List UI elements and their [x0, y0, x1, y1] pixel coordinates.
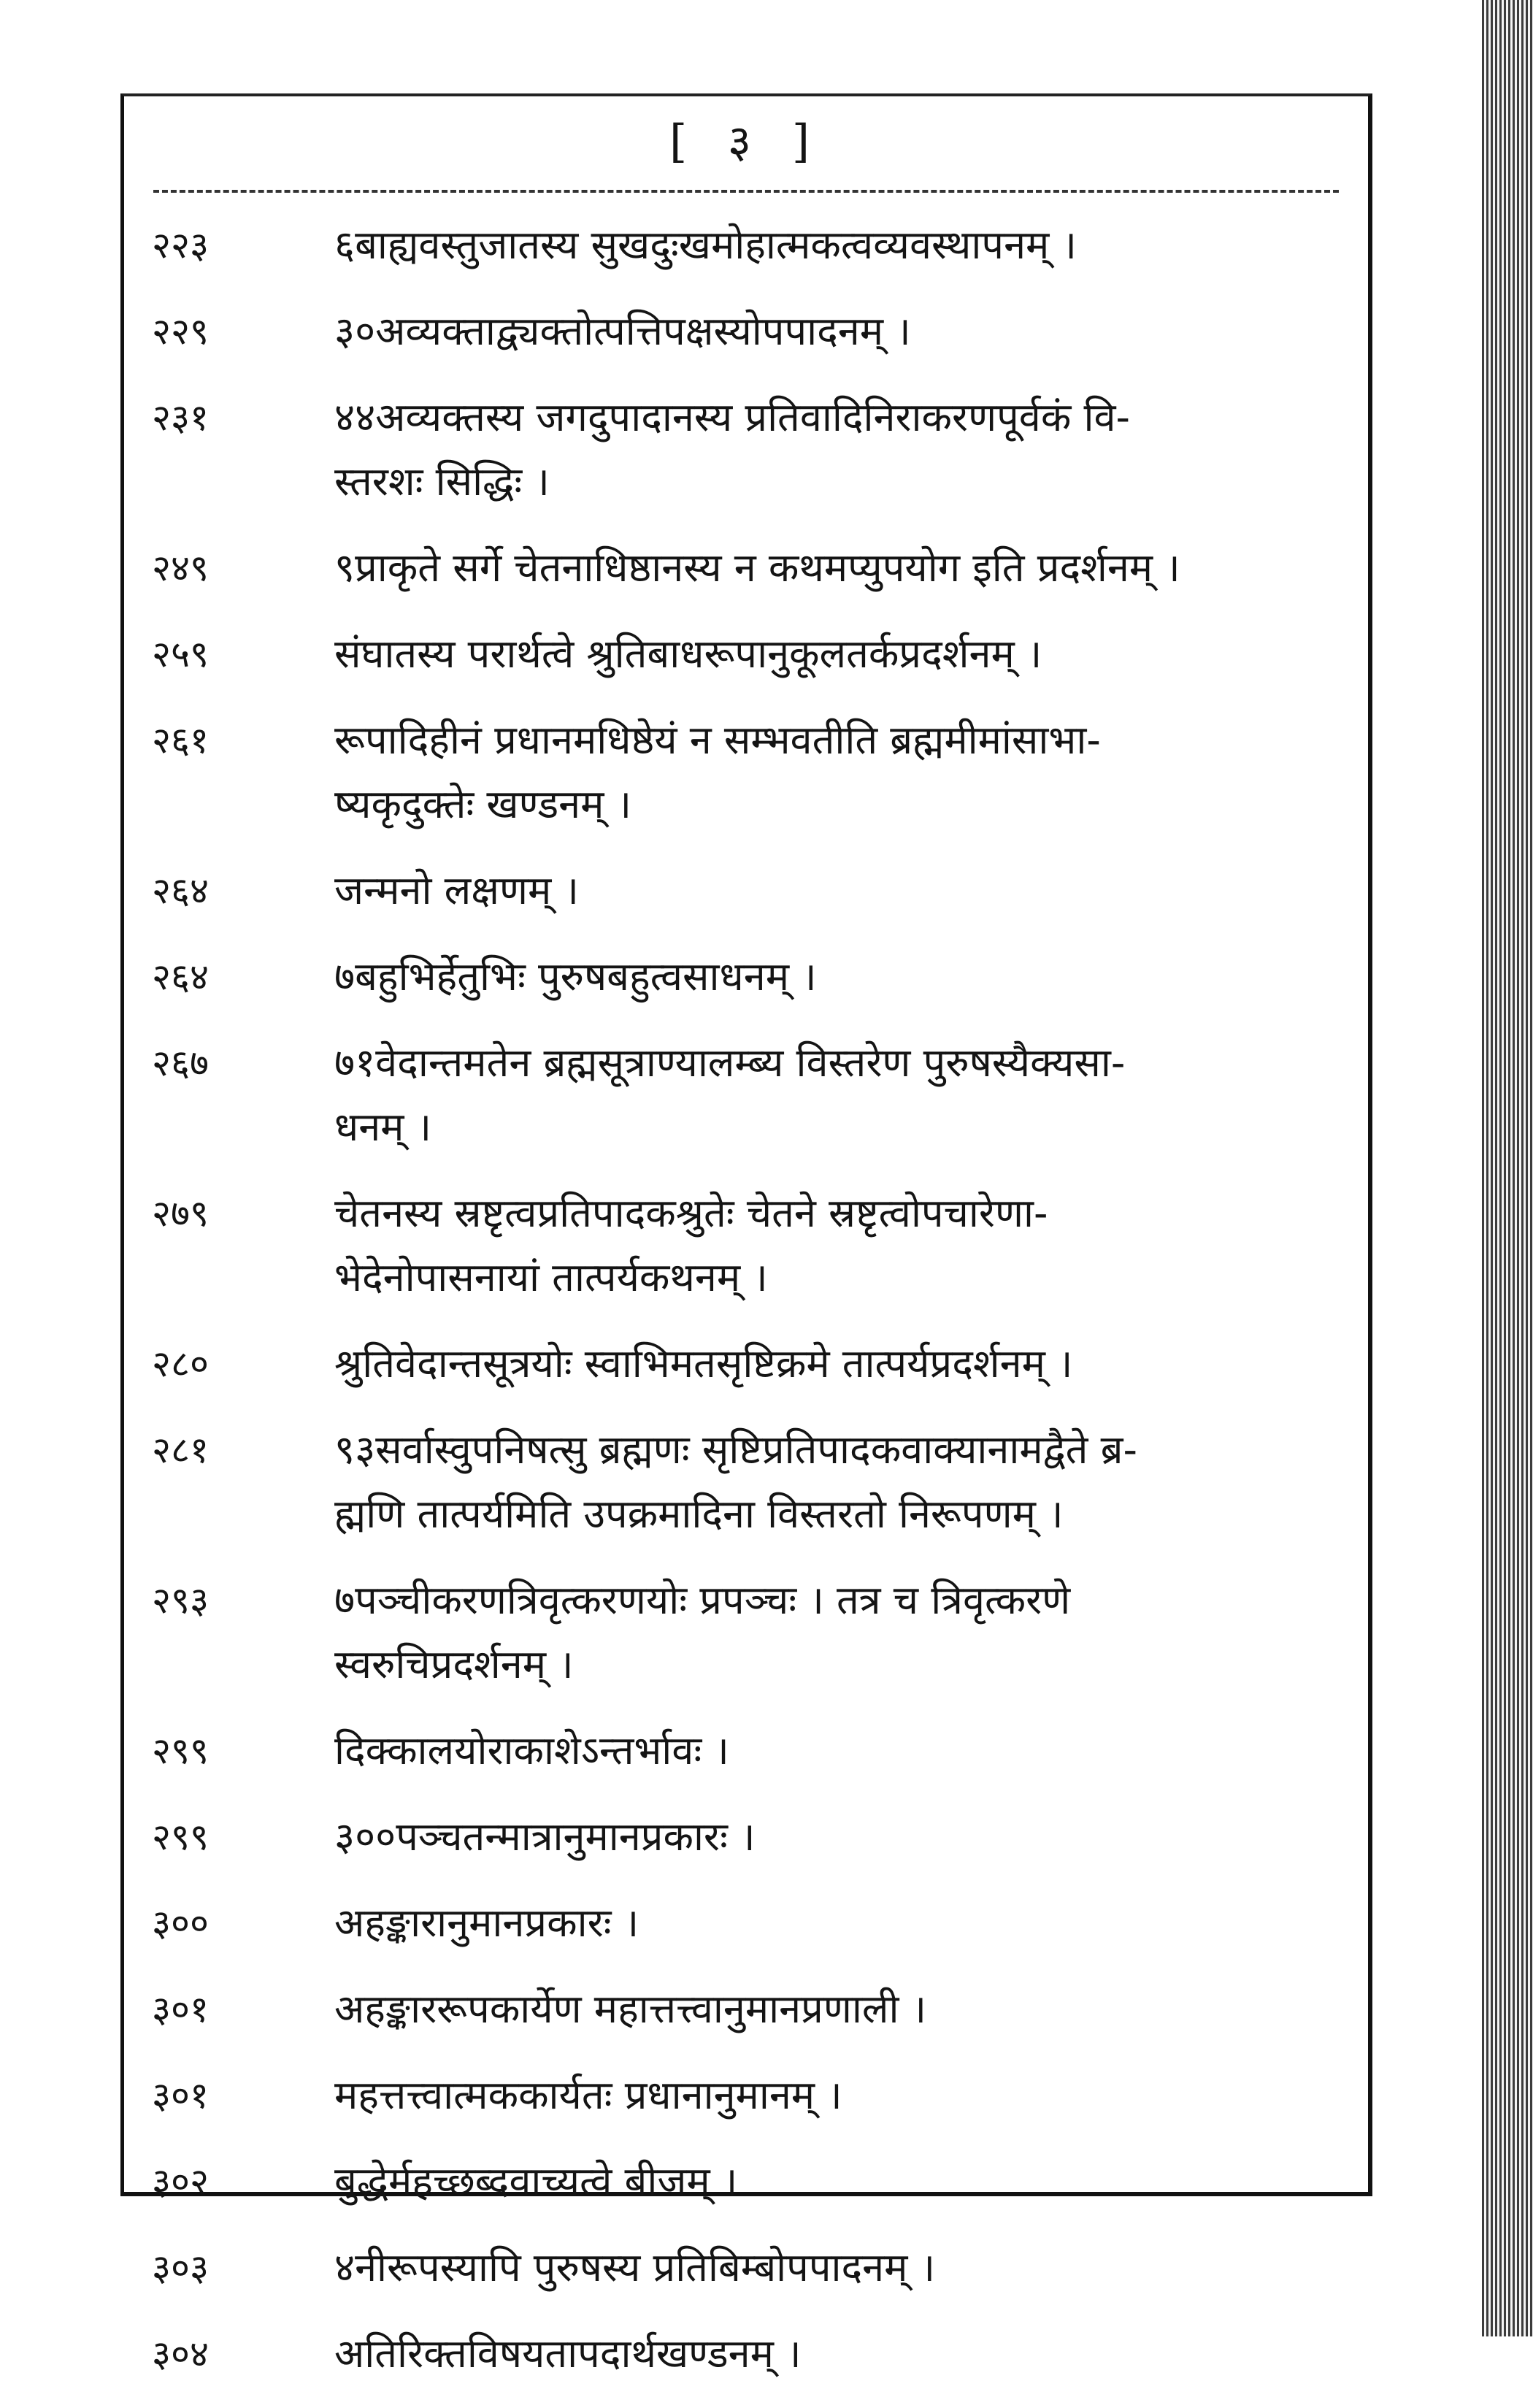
- entry-line: संघातस्य परार्थत्वे श्रुतिबाधरूपानुकूलतर्कप्रदर्शनम् ।: [334, 631, 1042, 677]
- contents-entry: [152, 1332, 1353, 1396]
- entry-line: श्रुतिवेदान्तसूत्रयोः स्वाभिमतसृष्टिक्रमे तात्पर्यप्रदर्शनम् ।: [334, 1341, 1073, 1387]
- entry-text: [294, 945, 1353, 1009]
- entry-text: [294, 1977, 1353, 2041]
- entry-text: [294, 859, 1353, 923]
- entry-page-number: २३१: [152, 396, 209, 439]
- entry-text: [294, 1805, 1353, 1869]
- contents-entry: [152, 1891, 1353, 1955]
- entry-page-number: २६४: [152, 870, 209, 912]
- entry-text: [294, 386, 1353, 514]
- entry-line: ३०अव्यक्ताद्व्यक्तोत्पत्तिपक्षस्योपपादनम् ।: [334, 308, 911, 354]
- entry-line: ३००पञ्चतन्मात्रानुमानप्रकारः ।: [334, 1814, 756, 1860]
- page-number: [ ३ ]: [669, 115, 823, 168]
- contents-entry: [152, 1181, 1353, 1310]
- contents-list: [152, 213, 1353, 2408]
- entry-line: दिक्कालयोराकाशेऽन्तर्भावः ।: [334, 1728, 729, 1774]
- entry-line-continued: भेदेनोपासनायां तात्पर्यकथनम् ।: [334, 1254, 768, 1300]
- contents-entry: [152, 945, 1353, 1009]
- entry-page-number: ३०३: [152, 2247, 209, 2289]
- entry-text: [294, 2236, 1353, 2300]
- entry-line: महत्तत्त्वात्मककार्यतः प्रधानानुमानम् ।: [334, 2072, 842, 2118]
- entry-page-number: २६४: [152, 956, 209, 998]
- contents-entry: [152, 1719, 1353, 1783]
- entry-page-number: २९९: [152, 1730, 209, 1772]
- entry-text: [294, 622, 1353, 686]
- entry-text: [294, 1181, 1353, 1310]
- entry-page-number: २९३: [152, 1579, 209, 1622]
- contents-entry: [152, 1031, 1353, 1159]
- entry-line-continued: स्वरुचिप्रदर्शनम् ।: [334, 1641, 574, 1687]
- contents-entry: [152, 1568, 1353, 1697]
- entry-page-number: ३०४: [152, 2333, 209, 2375]
- entry-line: जन्मनो लक्षणम् ।: [334, 867, 579, 913]
- entry-page-number: २९९: [152, 1816, 209, 1858]
- entry-text: [294, 299, 1353, 364]
- contents-entry: [152, 1418, 1353, 1546]
- contents-entry: [152, 299, 1353, 364]
- entry-page-number: २८०: [152, 1343, 209, 1385]
- entry-page-number: २२९: [152, 310, 209, 353]
- entry-text: [294, 1031, 1353, 1159]
- entry-page-number: २४९: [152, 547, 209, 589]
- entry-page-number: ३०१: [152, 1988, 209, 2031]
- contents-entry: [152, 2150, 1353, 2214]
- entry-text: [294, 2063, 1353, 2128]
- entry-text: [294, 1568, 1353, 1697]
- entry-line: ९३सर्वास्वुपनिषत्सु ब्रह्मणः सृष्टिप्रतिपादकवाक्यानामद्वैते ब्र-: [334, 1427, 1137, 1473]
- entry-page-number: २७९: [152, 1192, 209, 1235]
- entry-line: ७पञ्चीकरणत्रिवृत्करणयोः प्रपञ्चः । तत्र च त्रिवृत्करणे: [334, 1577, 1071, 1623]
- entry-page-number: २६७: [152, 1042, 209, 1084]
- entry-text: [294, 2322, 1353, 2386]
- entry-text: [294, 213, 1353, 277]
- entry-text: [294, 1332, 1353, 1396]
- contents-entry: [152, 1977, 1353, 2041]
- page-frame: [120, 93, 1372, 2377]
- entry-line-continued: ष्यकृदुक्तेः खण्डनम् ।: [334, 781, 632, 827]
- entry-line: ६बाह्यवस्तुजातस्य सुखदुःखमोहात्मकत्वव्यवस्थापनम् ।: [334, 222, 1077, 268]
- entry-line: रूपादिहीनं प्रधानमधिष्ठेयं न सम्भवतीति ब्रह्ममीमांसाभा-: [334, 717, 1101, 763]
- entry-page-number: २८१: [152, 1429, 209, 1471]
- entry-line: अहङ्काररूपकार्येण महात्तत्त्वानुमानप्रणाली ।: [334, 1986, 927, 2032]
- entry-line-continued: स्तरशः सिद्धिः ।: [334, 459, 550, 505]
- entry-page-number: ३००: [152, 1902, 209, 1944]
- contents-entry: [152, 622, 1353, 686]
- entry-text: [294, 1891, 1353, 1955]
- contents-entry: [152, 2063, 1353, 2128]
- header-divider: [153, 190, 1339, 193]
- entry-line: अहङ्कारानुमानप्रकारः ।: [334, 1900, 639, 1946]
- contents-entry: [152, 1805, 1353, 1869]
- entry-line: ४४अव्यक्तस्य जगदुपादानस्य प्रतिवादिनिराकरणपूर्वकं वि-: [334, 394, 1130, 440]
- entry-line-continued: धनम् ।: [334, 1104, 432, 1150]
- contents-entry: [152, 859, 1353, 923]
- entry-text: [294, 708, 1353, 837]
- entry-text: [294, 536, 1353, 600]
- contents-entry: [152, 708, 1353, 837]
- entry-line: बुद्धेर्महच्छब्दवाच्यत्वे बीजम् ।: [334, 2158, 738, 2204]
- contents-entry: [152, 2236, 1353, 2300]
- entry-page-number: २६१: [152, 719, 209, 762]
- contents-entry: [152, 2322, 1353, 2386]
- entry-line: अतिरिक्तविषयतापदार्थखण्डनम् ।: [334, 2331, 802, 2377]
- entry-line: ७बहुभिर्हेतुभिः पुरुषबहुत्वसाधनम् ।: [334, 954, 817, 1000]
- entry-line: ७१वेदान्तमतेन ब्रह्मसूत्राण्यालम्ब्य विस्तरेण पुरुषस्यैक्यसा-: [334, 1040, 1126, 1086]
- entry-text: [294, 1719, 1353, 1783]
- entry-page-number: २२३: [152, 224, 209, 267]
- entry-line: चेतनस्य स्रष्टृत्वप्रतिपादकश्रुतेः चेतने स्रष्टृत्वोपचारेणा-: [334, 1190, 1048, 1236]
- entry-text: [294, 1418, 1353, 1546]
- contents-entry: [152, 536, 1353, 600]
- entry-page-number: ३०२: [152, 2160, 209, 2203]
- entry-line: ४नीरूपस्यापि पुरुषस्य प्रतिबिम्बोपपादनम् ।: [334, 2244, 936, 2290]
- entry-page-number: ३०१: [152, 2074, 209, 2117]
- book-binding-edge: [1482, 0, 1533, 2336]
- entry-page-number: २५९: [152, 633, 209, 675]
- entry-line: ९प्राकृते सर्गे चेतनाधिष्ठानस्य न कथमप्युपयोग इति प्रदर्शनम् ।: [334, 545, 1180, 591]
- contents-entry: [152, 213, 1353, 277]
- entry-line-continued: ह्मणि तात्पर्यमिति उपक्रमादिना विस्तरतो निरूपणम् ।: [334, 1491, 1064, 1537]
- entry-text: [294, 2150, 1353, 2214]
- contents-entry: [152, 386, 1353, 514]
